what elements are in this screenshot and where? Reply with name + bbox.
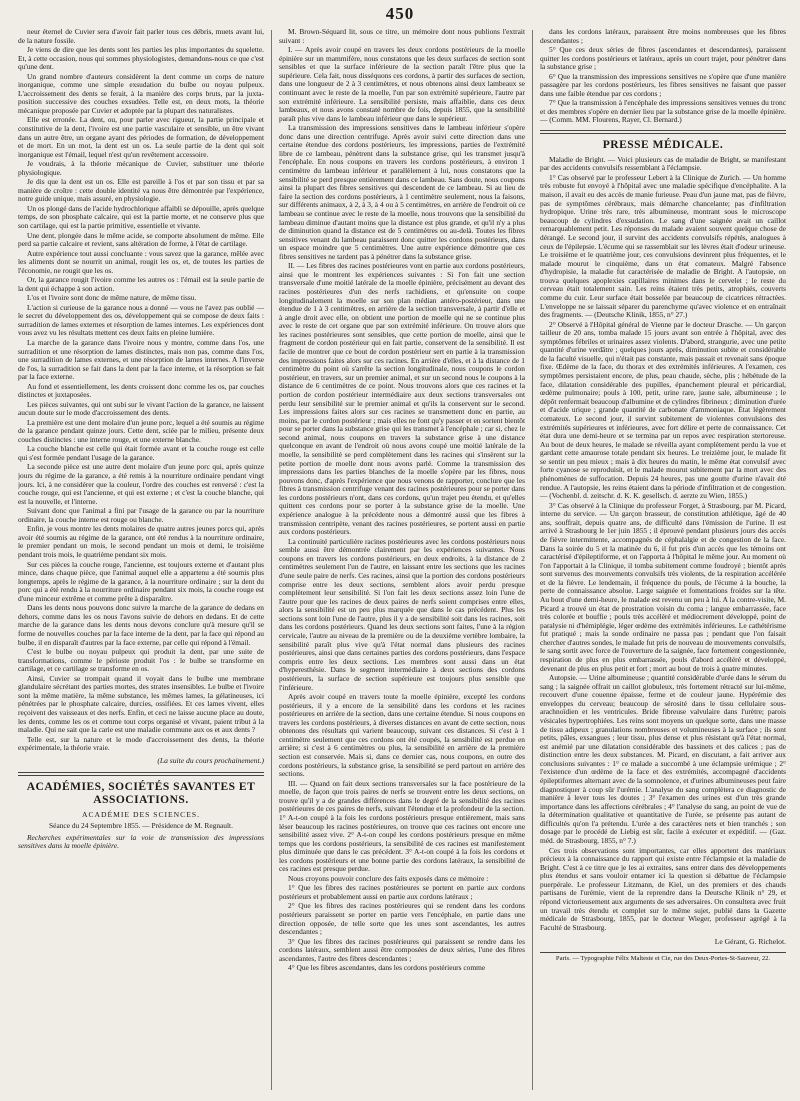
page-number: 450 xyxy=(385,4,415,23)
column-left xyxy=(18,28,264,1088)
paragraph: C'est le bulbe ou noyau pulpeux qui produit la dent, par une suite de transformations, comme le périoste produit l'os : le bulbe se transforme en cartilage, et ce cartilage se transforme en os. xyxy=(18,647,264,674)
section-title-presse: PRESSE MÉDICALE. xyxy=(602,139,724,152)
section-title-academies: ACADÉMIES, SOCIÉTÉS SAVANTES ET ASSOCIATIONS. xyxy=(26,780,256,807)
presse-text xyxy=(540,174,786,932)
paragraph: Nous croyons pouvoir conclure des faits exposés dans ce mémoire : xyxy=(288,873,489,883)
paragraph: 2° Observé à l'Hôpital général de Vienne par le docteur Drasche. — Un garçon tailleur de 20 ans, tomba malade 15 jours avant son entrée à l'hôpital, avec des symptômes fébriles et urinaires assez violents. D'abord, strangurie, avec une petite quantité d'urine verdâtre ; quelques jours après, diminution subite et considérable de la faculté visuelle, qui n'était pas constante, mais passait et revenait sans époque fixe. Œdème de la face, du thorax et des extrémités inférieures. A l'examen, ces symptômes persistaient encore, de plus, peau chaude, sèche, plis ; hébétude de la face, dilatation considérable des pupilles, épanchement pleural et péricardial, œdème pulmonaire; pouls à 100, petit, urine rare, jaune sale, albumineuse ; le dépôt renfermait beaucoup d'albumine et de cylindres fibrineux ; diminution d'urée et d'acide urique ; grande quantité de carbonate d'ammoniaque. État légèrement comateux. Le second jour, il survint subitement de violentes convulsions des extrémités supérieures et inférieures, avec fort délire et perte de connaissance. Cet état dura une demi-heure et se termina par un repos avec respiration stertoreuse. Au bout de deux heures, le malade se réveilla ayant complètement perdu la vue et gardant cette amaurose totale pendant six heures. Le treizième jour, le malade fit se sentir un peu mieux ; mais à dix heures du matin, le même état convulsif avec forte cyanose se reproduisit, et le malade mourut subitement par la mort avec des phénomènes de suffocation. Depuis 24 heures, pas une goutte d'urine n'avait été rendue. A l'autopsie, les reins étaient dans la période d'infiltration et de congestion. — (Vochenbl. d. zeitschr. d. K. K. gesellsch. d. aerzte zu Wien, 1855.) xyxy=(540,319,786,501)
paragraph: L'os et l'ivoire sont donc de même nature, de même tissu. xyxy=(27,293,197,303)
memoir-title: Recherches expérimentales sur la voie de transmission des impressions sensitives dans la moelle épinière. xyxy=(18,832,264,851)
article-dents-text xyxy=(18,28,264,753)
column-middle xyxy=(279,28,525,1088)
paragraph: Enfin, je vous montre les dents molaires de quatre autres jeunes porcs qui, après avoir été soumis au régime de la garance, ont été rendus à la nourriture ordinaire, le premier pendant un mois, le second pendant un mois et demi, le troisième pendant trois mois, le quatrième pendant six mois. xyxy=(18,524,264,560)
paragraph: 1° Cas observé par le professeur Lebert à la Clinique de Zurich. — Un homme très robuste fut envoyé à l'hôpital avec une maladie spécifique d'encéphalite. A la maison, il avait eu des accès de manie furieuse. Peau d'un jaune mat, pas de fièvre, pas de symptômes cérébraux, mais démarche chancelante; pas d'infiltration hydropique. Urine très rare, très albumineuse, montrant sous le microscope beaucoup de cylindres d'exsudation. Le sang d'une saignée avait un caillot remarquablement petit. Les réponses du malade avaient souvent quelque chose de dérangé. Le second jour, il survint des accidents convulsifs répétés, analogues à ceux de l'épilepsie. L'écume qui se rassemblait sur les lèvres était d'odeur urineuse. Le troisième et le quatrième jour, ces convulsions devinrent plus fréquentes, et le malade mourut le cinquième, dans un état comateux. Malgré l'absence d'hydropisie, la maladie fut caractérisée de maladie de Bright. A l'autopsie, on trouva quelques apoplexies capillaires minimes dans le cervelet ; le reste du cerveau était totalement sain. Les reins étaient très petits, atrophiés, couverts comme du cuir. Leur surface était bosselée par beaucoup de cicatrices rétractées. L'enveloppe ne se laissait séparer du parenchyme qu'avec violence et en entraînait des fragments. — (Deutsche Klinik, 1855, n° 27.) xyxy=(540,172,786,320)
section-rule xyxy=(18,775,264,776)
paragraph: 3° Cas observé à la Clinique du professeur Forget, à Strasbourg, par M. Picard, interne du service. — Un garçon brasseur, de constitution athlétique, âgé de 40 ans, souffrait, depuis quatre ans, de difficulté dans l'émission de l'urine. Il est arrivé à Strasbourg le 1er juin 1855 ; il éprouvé pendant plusieurs jours des accès de fièvre intermittente, accompagnés de céphalalgie et de congestion de la face. Dans la soirée du 5 et la matinée du 6, il fut pris d'un accès que les témoins ont caractérisé d'épileptiforme, et on l'apporta à l'hôpital le même jour. Au moment où l'on l'apportait à la Clinique, il tomba subitement comme foudroyé ; bientôt après sont survenus des mouvements convulsifs très violents, de la respiration accélérée et de la fièvre. Le lendemain, il fréquence du pouls, de l'écume à la bouche, la perte de connaissance absolue. Large saignée et fomentations froides sur la tête. Au bout d'une demi-heure, le malade est revenu un peu à lui. A la contre-visite, M. Picard a trouvé un état de prostration voisin du coma ; langue embarrassée, face très colorée et bouffie ; pouls très accéléré et médiocrement développé, point de paralysie ni d'hémiplégie, léger œdème des extrémités inférieures. Le cathétérisme fut pratiqué ; mais la sonde ordinaire ne passa pas ; pendant que l'on faisait chercher d'autres sondes, le malade fut pris de nouveau de mouvements convulsifs, le sang sortit avec force de l'ouverture de la saignée, face fortement congestionnée, respiration de plus en plus embarrassée, pouls d'abord accéléré et développé, devenant de plus en plus petit et fort ; mort au bout de trois à quatre minutes. xyxy=(540,500,786,673)
continuation-note: (La suite du cours prochainement.) xyxy=(157,755,264,765)
paragraph: L'action si curieuse de la garance nous a donné — vous ne l'avez pas oublié — le secret du développement des os, développement qui se compose de deux faits : surradition de lames externes et résorption de lames internes. Les expériences dont vous avez vu les résultats mettent ces deux faits en pleine lumière. xyxy=(18,302,264,338)
paragraph: Or, la garance rougit l'ivoire comme les autres os : l'émail est la seule partie de la dent qui échappe à son action. xyxy=(18,275,264,293)
paragraph: 4° Que les fibres ascendantes, dans les cordons postérieurs comme xyxy=(288,963,486,973)
paragraph: Les pièces suivantes, qui ont subi sur le vivant l'action de la garance, ne laissent aucun doute sur le mode d'accroissement des dents. xyxy=(18,399,264,418)
paragraph: La continuité particulière racines postérieures avec les cordons postérieurs nous semble aussi être démontrée clairement par les expériences suivantes. Nous coupons en travers les cordons postérieurs, en deux endroits, à la distance de 2 centimètres seulement l'un de l'autre, en laissant entre les sections que les racines d'une seule paire de nerfs. Ces racines, ainsi que la portion des cordons postérieurs comprise entre les deux sections, semblent alors avoir perdu presque complètement leur sensibilité. Si l'on fait les deux sections assez loin l'une de l'autre pour que les racines de deux paires de nerfs soient comprises entre elles, alors la sensibilité est un peu plus marquée que dans le cas précédent. Plus les sections sont loin l'une de l'autre, plus il y a de sensibilité soit dans les racines, soit dans les cordons postérieurs. Quand les deux sections sont faites, l'une à la région cervicale, l'autre au niveau de la première ou de la deuxième vertèbre lombaire, la sensibilité paraît plus vive qu'à l'état normal dans plusieurs des racines postérieures, ainsi que dans certaines parties des cordons postérieurs, dans l'espace compris entre les deux sections. Les membres sont aussi dans un état d'hyperesthésie. Dans le segment intermédiaire à deux sections des cordons postérieurs, la surface de section supérieure est toujours plus sensible que l'inférieure. xyxy=(279,536,525,692)
printer-line: Paris. — Typographie Félix Malteste et Cie, rue des Deux-Portes-St-Sauveur, 22. xyxy=(555,955,771,963)
paragraph: Autopsie. — Urine albumineuse ; quantité considérable d'urée dans le sérum du sang ; la saignée offrait un caillot globuleux, très fortement rétracté sur lui-même, recouvert d'une couenne épaisse, ferme et de couleur jaune. Hypérémie des enveloppes du cerveau; beaucoup de sérosité dans le tissu cellulaire sous-arachnoïdien et les ventricules. Bride fibreuse valvulaire dans l'urètre; parois vésicales hypertrophiées. Les reins sont moyens un quelque sorte, dans une masse de tissu adipeux ; granulations nombreuses et volumineuses à la surface ; ils sont petits, pâles, exsangues ; leur tissu, plus dense et plus résistant qu'à l'état normal, est anémié par une dilatation considérable des bassinets et des calices ; pas de distinction entre les deux substances. M. Picard, en discutant, a fait arriver aux conclusions suivantes : 1° ce malade a succombé à une éclampsie urémique ; 2° l'existence d'un œdème de la face et des extrémités, accompagné d'accidents épileptiformes alternant avec de la somnolence, et d'urines albumineuses peut faire diagnostiquer à coup sûr l'urémie. L'analyse du sang complètera ce diagnostic de manière à lever tous les doutes ; 3° l'examen des urines est d'un très grande importance dans les affections cérébrales ; 4° l'analyse du sang, au point de vue de la détermination qualitative et quantitative de l'urée, se présente pas autant de difficultés qu'on l'a prétendu. L'urée a des caractères nets et bien tranchés ; son dosage par le procédé de Liebig est sûr, facile à exécuter et expéditif. — (Gaz. méd. de Strasbourg, 1855, n° 7.) xyxy=(540,673,786,846)
paragraph: La couche blanche est celle qui était formée avant et la couche rouge est celle qui s'est formée pendant l'usage de la garance. xyxy=(18,444,264,462)
paragraph: 3° Que les fibres des racines postérieures qui paraissent se rendre dans les cordons latéraux, semblent aussi être composées de deux séries, l'une des fibres ascendantes, l'autre des fibres descendantes ; xyxy=(279,936,525,963)
paragraph: III. — Quand on fait deux sections transversales sur la face postérieure de la moelle, de façon que trois paires de nerfs se trouvent entre les deux sections, on trouve qu'il y a de grandes différences dans le degré de la sensibilité des racines postérieures de ces paires de nerfs, suivant l'étendue et la profondeur de la section. 1° A-t-on coupé à la fois les cordons postérieurs presque entièrement, mais sans léser beaucoup les racines postérieures, on trouve que ces racines ont encore une sensibilité assez vive. 2° A-t-on coupé les cordons postérieurs presque en même temps que les cordons postérieurs, la sensibilité de ces racines est manifestement plus diminuée que dans le cas précédent. 3° A-t-on coupé à la fois les cordons et les cordons postérieurs et une bonne partie des cordons latéraux, la sensibilité de ces racines est presque perdue. xyxy=(279,778,525,874)
section-rule xyxy=(540,130,786,131)
paragraph: Dans les dents nous pouvons donc suivre la marche de la garance de dedans en dehors, comme dans les os nous l'avons suivie de dehors en dedans. Et de cette marche de la garance dans les dents nous devons conclure qu'à mesure qu'il se forme de nouvelles couches par la face interne de la dent, par la face qui répond au bulbe, il en disparaît d'autres par la face externe, par celle qui répond à l'émail. xyxy=(18,603,264,647)
section-rule xyxy=(540,133,786,134)
paragraph: neur éternel de Cuvier sera d'avoir fait parler tous ces débris, muets avant lui, de la nature fossile. xyxy=(18,28,264,45)
paragraph: La seconde pièce est une autre dent molaire d'un jeune porc qui, après quinze jours du régime de la garance, a été remis à la nourriture ordinaire pendant vingt jours. Ici, à ne considérer que la couleur, l'ordre des couches est renversé : c'est la couche rouge, qui est l'ancienne, et qui est externe ; et c'est la couche blanche, qui est la nouvelle, et l'interne. xyxy=(18,462,264,506)
paragraph: Je dis que la dent est un os. Elle est pareille à l'os et par son tissu et par sa manière de croître : cette double identité va nous être démontrée par l'expérience, notre guide unique, mais assuré, en physiologie. xyxy=(18,177,264,204)
paragraph: La transmission des impressions sensitives dans le lambeau inférieur s'opère donc dans une direction centrifuge. Après avoir suivi cette direction dans une certaine étendue des cordons postérieurs, les impressions, parties de l'extrémité libre de ce lambeau, pénètrent dans la substance grise, qui les transmet jusqu'à l'encéphale. En nous coupons en travers les cordons postérieurs, à environ 1 centimètre du lambeau inférieur et parallèlement à lui, nous constatons que la sensibilité se perd presque entièrement dans ce lambeau. Sans doute, nous coupons ainsi la plupart des fibres sensitives qui descendent de ce lambeau. Si au lieu de faire la section des cordons postérieurs, à 1 centimètre seulement, nous la faisons, sur différents animaux, à 2, à 3, à 4 ou à 5 centimètres, en arrière de l'endroit où ce lambeau se continue avec le reste de la moelle, nous trouvons que la sensibilité du lambeau diminue d'autant moins que la distance est plus grande, et qu'il n'y a plus de diminution quand la distance est de 5 centimètres ou au-delà. Toutes les fibres sensitives venant du lambeau paraissent donc quitter les cordons postérieurs, dans un espace moindre que 5 centimètres. Une autre expérience démontre que ces fibres sensitives ne tardent pas à pénétrer dans la substance grise. xyxy=(279,123,525,261)
gerant-signature: Le Gérant, G. Richelot. xyxy=(714,937,786,947)
paragraph: 5° Que ces deux séries de fibres (ascendantes et descendantes), paraissent quitter les cordons postérieurs et latéraux, après un court trajet, pour pénétrer dans la substance grise ; xyxy=(540,45,786,72)
footer-rule xyxy=(540,952,786,953)
paragraph: I. — Après avoir coupé en travers les deux cordons postérieurs de la moelle épinière sur un mammifère, nous constatons que les deux surfaces de section sont sensibles et que la surface inférieure de la section paraît l'être plus que la supérieure. Cela fait, nous disséquons ces cordons, à partir des surfaces de section, dans une longueur de 2 à 3 centimètres, et nous obtenons ainsi deux lambeaux se continuant avec le reste de la moelle, l'un par son extrémité supérieure, l'autre par son extrémité inférieure. La sensibilité persiste, mais affaiblie, dans ces deux lambeaux, et nous avons constaté nombre de fois, depuis 1855, que la sensibilité paraît plus vive dans le lambeau inférieur que dans le supérieur. xyxy=(279,45,525,123)
paragraph: Un os plongé dans de l'acide hydrochlorique affaibli se dépouille, après quelque temps, de son phosphate calcaire, qui est la partie morte, et ne conserve plus que son cartilage, qui est la partie primitive, essentielle et vivante. xyxy=(18,203,264,231)
paragraph: dans les cordons latéraux, paraissent être moins nombreuses que les fibres descendantes ; xyxy=(540,28,786,45)
paragraph: 6° Que la transmission des impressions sensitives ne s'opère que d'une manière passagère par les cordons postérieurs, les fibres sensitives ne faisant que passer dans une faible étendue par ces cordons ; xyxy=(540,71,786,98)
column-right xyxy=(540,28,786,1088)
paragraph: La marche de la garance dans l'ivoire nous y montre, comme dans l'os, une surradition et une résorption de lames distinctes, mais non pas, comme dans l'os, une surradition de lames externes, et une résorption de lames internes. A l'inverse de l'os, la surradition se fait dans la dent par la face interne, et la résorption se fait par la face externe. xyxy=(18,337,264,382)
column-divider xyxy=(271,30,272,1090)
paragraph: 2° Que les fibres des racines postérieures qui se rendent dans les cordons postérieurs paraissent se porter en partie vers l'encéphale, en partie dans une direction opposée, de telle sorte que les unes sont ascendantes, les autres descendantes ; xyxy=(279,901,525,937)
paragraph: Un grand nombre d'auteurs considèrent la dent comme un corps de nature inorganique, comme une simple exsudation du bulbe ou noyau pulpeux. L'accroissement des dents se ferait, à la manière des corps bruts, par la juxta-position successive des couches exsudées. Telle est, en deux mots, la théorie mécanique proposée par Cuvier et adoptée par la plupart des naturalistes. xyxy=(18,71,264,115)
paragraph: Au fond et essentiellement, les dents croissent donc comme les os, par couches distinctes et juxtaposées. xyxy=(18,381,264,400)
presse-intro: Maladie de Bright. — Voici plusieurs cas de maladie de Bright, se manifestant par des accidents convulsifs ressemblant à l'éclampsie. xyxy=(540,154,786,173)
paragraph: Ces trois observations sont importantes, car elles apportent des matériaux précieux à la connaissance du rapport qui existe entre l'éclampsie et la maladie de Bright. C'est à ce titre que je les ai extraites, sans entrer dans des développements plus étendus et sans vouloir entamer ici la question si débattue de l'éclampsie puerpérale. Le professeur Litzmann, de Kiel, un des premiers et des chauds partisans de l'urémie, vient de la reprendre dans la Deutsche Klinik n° 29, et répond victorieusement aux arguments de ses adversaires. On consultera avec fruit un travail très étendu et complet sur le même sujet, publié dans la Gazette médicale de Strasbourg, 1855, par le docteur Wieger, professeur agrégé à la Faculté de Strasbourg. xyxy=(540,845,786,932)
paragraph: Je voudrais, à la théorie mécanique de Cuvier, substituer une théorie physiologique. xyxy=(18,159,264,177)
paragraph: Telle est, sur la nature et le mode d'accroissement des dents, la théorie expérimentale, la théorie vraie. xyxy=(18,734,264,753)
column-divider xyxy=(532,30,533,1090)
memoir-conclusions xyxy=(540,28,786,125)
paragraph: 7° Que la transmission à l'encéphale des impressions sensitives venues du tronc et des membres s'opère en dernier lieu par la substance grise de la moelle épinière. — (Comm. MM. Flourens, Rayer, Cl. Bernard.) xyxy=(540,98,786,125)
paragraph: Je viens de dire que les dents sont les parties les plus importantes du squelette. Et, à cette occasion, nous qui sommes physiologistes, demandons-nous ce que c'est qu'une dent. xyxy=(18,45,264,72)
paragraph: 1° Que les fibres des racines postérieures se portent en partie aux cordons postérieurs et probablement aussi en partie aux cordons latéraux ; xyxy=(279,883,525,901)
paragraph: La première est une dent molaire d'un jeune porc, lequel a été soumis au régime de la garance pendant quinze jours. Cette dent, sciée par le milieu, présente deux couches distinctes : une interne rouge, et une externe blanche. xyxy=(18,417,264,444)
paragraph: II. — Les fibres des racines postérieures vont en partie aux cordons postérieurs, ainsi que le montrent les expériences suivantes : Si l'on fait une section transversale d'une moitié latérale de la moelle épinière, précisément au devant des racines postérieures d'un des nerfs rachidiens, et qu'ensuite on coupe longitudinalement la moelle sur son plan médian antéro-postérieur, dans une étendue de 1 à 3 centimètres, en arrière de la section transversale, à partir d'elle et à angle droit avec elle, on obtient une portion de moelle qui ne se continue plus avec le reste de cet organe que par son extrémité inférieure. On trouve alors que les racines postérieures sont sensibles, que cette portion de moelle, ainsi que le fragment de cordon postérieur qui en fait partie, conservent de la sensibilité. Il est facile de montrer que ce bout de cordon postérieur sert en partie à la transmission des impressions faites alors sur ces racines. En arrière d'elles, et à la distance de 1 centimètre du point où s'arrête la section longitudinale, nous coupons le cordon postérieur, en travers, sur un premier animal, et sur un second nous le coupons à la distance de 6 centimètres de ce point. Nous trouvons alors que ces racines et la portion de cordon postérieur intermédiaire aux deux sections transversales ont perdu leur sensibilité sur le premier animal et qu'ils la conservent sur le second. Les impressions faites alors sur ces racines se transmettent donc en partie, au moins, par le cordon postérieur ; mais elles ne font qu'y passer et en sortent bientôt pour se porter dans la substance grise qui les transmet à l'encéphale ; car si, chez le second animal, nous coupons en travers la substance grise à une distance quelconque en avant de l'endroit où nous avons coupé une moitié latérale de la moelle, la sensibilité se perd complètement dans les racines qui s'insèrent sur la petite portion de moelle dont nous avons parlé. Comme la transmission des impressions dans les parties blanches de la moelle s'opère par les fibres, nous pouvons donc, d'après l'expérience que nous venons de rapporter, conclure que les fibres à transmission centrifuge venant des racines postérieures pour se porter dans les cordons postérieurs n'ont, dans ces cordons, qu'un trajet peu étendu, et qu'elles quittent ces cordons pour se porter à la substance grise de la moelle. Une expérience analogue à la précédente nous a démontré aussi que les fibres à transmission centripète, venant des racines postérieures, se portent aussi en partie aux cordons postérieurs. xyxy=(279,261,525,537)
paragraph: Suivant donc que l'animal a fini par l'usage de la garance ou par la nourriture ordinaire, la couche interne est rouge ou blanche. xyxy=(18,506,264,524)
section-rule xyxy=(18,772,264,773)
paragraph: Une dent, plongée dans le même acide, se comporte absolument de même. Elle perd sa partie calcaire et revient, sans altération de forme, à l'état de cartilage. xyxy=(18,230,264,249)
paragraph: Ainsi, Cuvier se trompait quand il voyait dans le bulbe une membrane glandulaire sécrétant des parties mortes, des strates insensibles. Le bulbe et l'ivoire sont la même matière, la même substance, les mêmes lames, la gélatineuses, ici pénétrées par le phosphate calcaire, durcies, ossifiées. Et ces lames vivent, elles reçoivent des vaisseaux et des nerfs. Enfin, et ceci ne laisse aucune place au doute, les dents, comme les os et comme tout corps organisé et vivant, paient tribut à la maladie. Qui ne sait que la carie est une maladie commune aux os et aux dents ? xyxy=(18,673,264,735)
memoir-text xyxy=(279,28,525,973)
paragraph: M. Brown-Séquard lit, sous ce titre, un mémoire dont nous publions l'extrait suivant : xyxy=(279,28,525,45)
paragraph: Elle est erronée. La dent, ou, pour parler avec rigueur, la partie principale et constitutive de la dent, l'ivoire est une partie vasculaire et sensible, un être vivant dans un autre être, un organe ayant des périodes de formation, de développement et de mort. En un mot, la dent est un os. La seule partie de la dent qui soit inorganique est l'émail, lequel n'est qu'un revêtement accessoire. xyxy=(18,115,264,159)
paragraph: Sur ces pièces la couche rouge, l'ancienne, est toujours externe et d'autant plus mince, dans chaque pièce, que l'animal auquel elle a appartenu a été soumis plus longtemps, après le régime de la garance, à la nourriture ordinaire ; sur la dent du porc qui a été rendu à la nourriture ordinaire pendant six mois, la couche rouge est d'une minceur extrême et comme prête à disparaître. xyxy=(18,559,264,603)
academy-name: ACADÉMIE DES SCIENCES. xyxy=(82,810,200,820)
session-line: Séance du 24 Septembre 1855. — Présidence de M. Regnault. xyxy=(49,820,233,830)
paragraph: Autre expérience tout aussi concluante : vous savez que la garance, mêlée avec les aliments dont se nourrit un animal, rougit les os, et, de toutes les parties de l'économie, ne rougit que les os. xyxy=(18,248,264,275)
paragraph: Après avoir coupé en travers toute la moelle épinière, excepté les cordons postérieurs, il y a encore de la sensibilité dans les cordons et les racines postérieures en arrière de la section, dans une certaine étendue. Si nous coupons en travers les cordons postérieurs, à diverses distances en avant de cette section, nous obtenons des résultats qui varient beaucoup, suivant ces distances. Si c'est à 1 centimètre seulement que ces cordons ont été coupés, la sensibilité est perdue en arrière; si c'est à 6 centimètres ou plus, la sensibilité en arrière de la première section est conservée. Mais si, dans ce dernier cas, nous coupons, en outre des cordons postérieurs, la substance grise, la sensibilité se perd partout en arrière des sections. xyxy=(279,691,525,779)
